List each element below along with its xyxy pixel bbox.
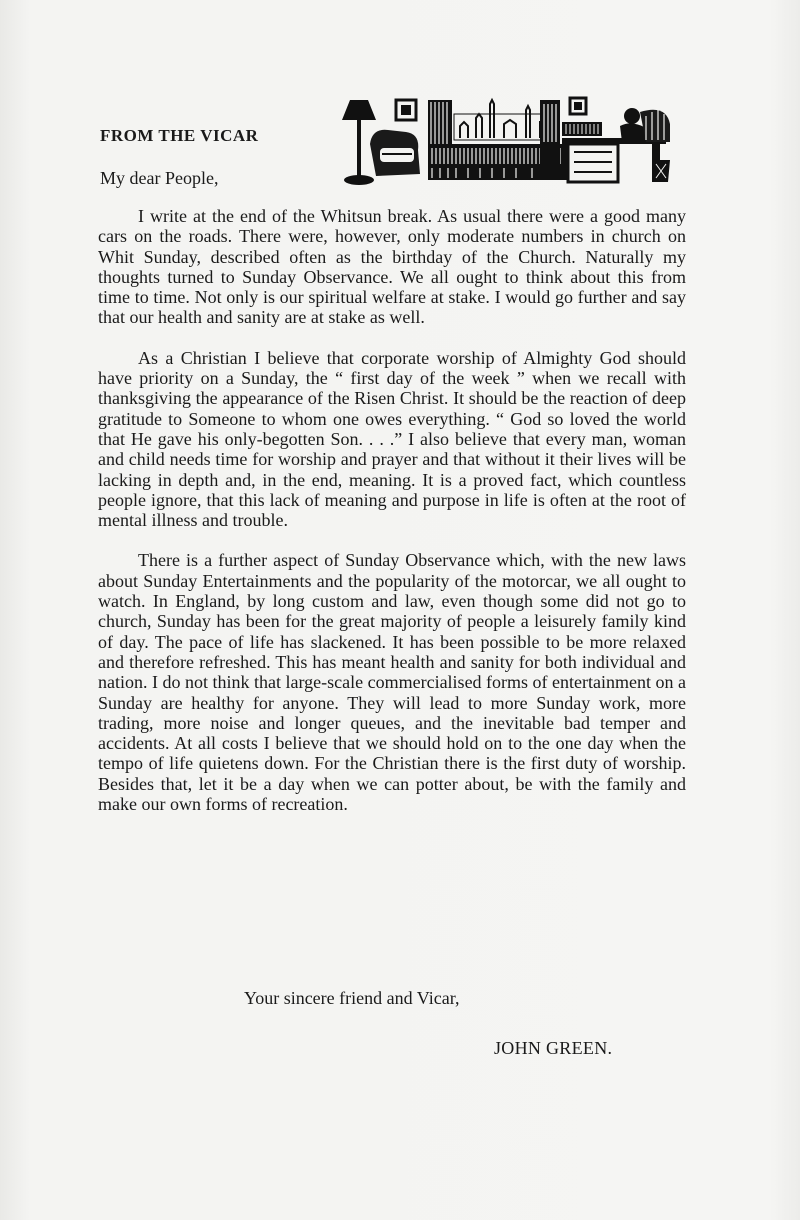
vicar-study-icon — [336, 94, 674, 190]
signoff: Your sincere friend and Vicar, — [244, 988, 460, 1008]
paragraph-1: I write at the end of the Whitsun break. As usual there were a good many cars on the roads. There were, however, only moderate numbers in church on Whit Sunday, described often as the birthday of the Church. Naturally my thoughts turned to Sunday Observance. We all ought to think about this from time to time. Not only is our spiritual welfare at stake. I would go further and say that our health and sanity are at stake as well. — [98, 206, 686, 328]
paragraph-3: There is a further aspect of Sunday Observance which, with the new laws about Sunday Entertainments and the popularity of the motorcar, we all ought to watch. In England, by long custom and law, even though some did not go to church, Sunday has been for the great majority of people a leisurely family kind of day. The pace of life has slackened. It has been possible to be more relaxed and therefore refreshed. This has meant health and sanity for both individual and nation. I do not think that large-scale commercialised forms of entertainment on a Sunday are healthy for anyone. They will lead to more Sunday work, more trading, more noise and longer queues, and the inevitable bad temper and accidents. At all costs I believe that we should hold on to the one day when the tempo of life quietens down. For the Christian there is the first duty of worship. Besides that, let it be a day when we can potter about, be with the family and make our own forms of recreation. — [98, 550, 686, 815]
greeting: My dear People, — [100, 168, 219, 188]
paragraph-2: As a Christian I believe that corporate worship of Almighty God should have priority on a Sunday, the “ first day of the week ” when we recall with thanksgiving the appearance of the Risen Christ. It should be the reaction of deep gratitude to Someone to whom one owes everything. “ God so loved the world that He gave his only-begotten Son. . . .” I also believe that every man, woman and child needs time for worship and prayer and that without it their lives will be lacking in depth and, in the end, meaning. It is a proved fact, which countless people ignore, that this lack of meaning and purpose in life is often at the root of mental illness and trouble. — [98, 347, 686, 531]
page-title: FROM THE VICAR — [100, 126, 259, 145]
letter-body — [98, 206, 686, 834]
signature: JOHN GREEN. — [494, 1038, 613, 1058]
